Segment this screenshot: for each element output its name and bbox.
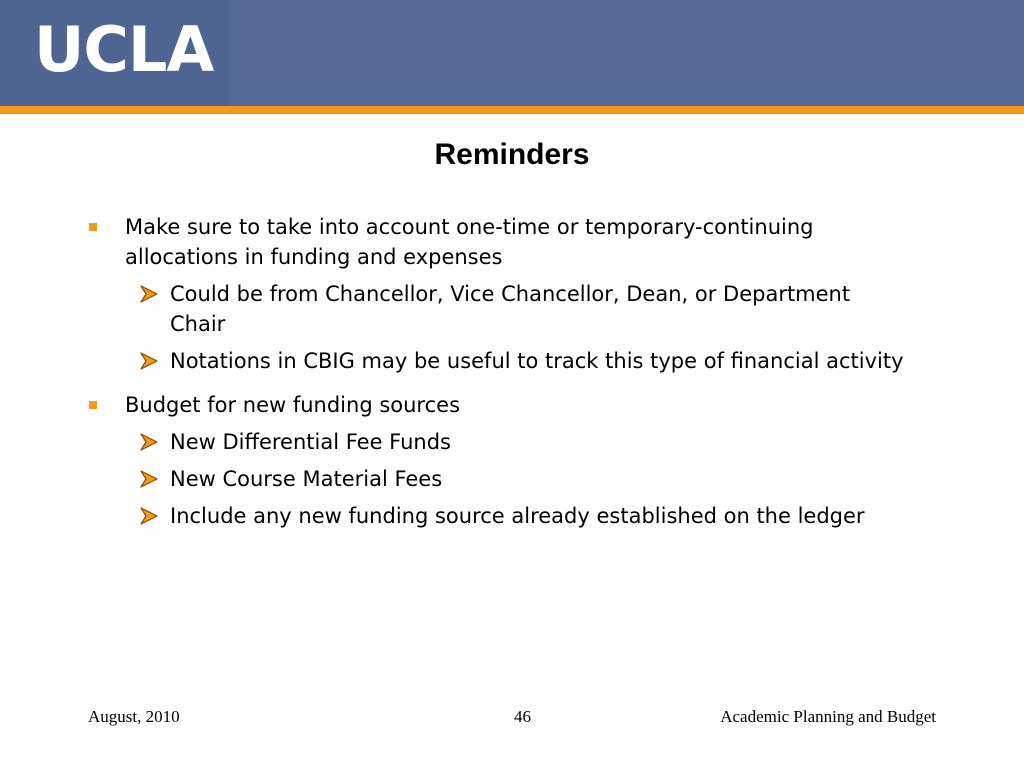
arrowhead-bullet-icon: [138, 505, 160, 527]
bullet-group: [0, 212, 1024, 376]
sub-bullet-item: [170, 501, 910, 531]
sub-bullet-item: [170, 464, 910, 494]
arrowhead-bullet-icon: [138, 431, 160, 453]
bullet-text: Make sure to take into account one-time or temporary-continuing allocations in funding and expenses: [125, 215, 814, 269]
sub-bullet-text: Include any new funding source already established on the ledger: [170, 504, 865, 528]
arrowhead-bullet-icon: [138, 350, 160, 372]
header-band: [0, 0, 1024, 106]
bullet-group: [0, 390, 1024, 531]
sub-bullet-text: Could be from Chancellor, Vice Chancellor, Dean, or Department Chair: [170, 282, 851, 336]
sub-bullet-text: New Differential Fee Funds: [170, 430, 451, 454]
slide-content: [0, 212, 1024, 538]
ucla-logo: UCLA: [34, 13, 214, 86]
bullet-text: Budget for new funding sources: [125, 393, 461, 417]
slide-title: Reminders: [434, 138, 590, 171]
bullet-item: [125, 212, 895, 272]
arrowhead-bullet-icon: [138, 468, 160, 490]
footer-date: August, 2010: [88, 707, 180, 726]
sub-bullet-item: [170, 346, 910, 376]
footer-department: Academic Planning and Budget: [720, 707, 936, 726]
bullet-item: [125, 390, 895, 420]
sub-bullet-item: [170, 427, 910, 457]
square-bullet-icon: [89, 223, 97, 231]
sub-bullet-text: New Course Material Fees: [170, 467, 443, 491]
accent-stripe: [0, 106, 1024, 114]
arrowhead-bullet-icon: [138, 283, 160, 305]
sub-bullet-item: [170, 279, 910, 339]
square-bullet-icon: [89, 401, 97, 409]
footer-page-number: 46: [514, 707, 531, 726]
sub-bullet-text: Notations in CBIG may be useful to track this type of financial activity: [170, 349, 904, 373]
